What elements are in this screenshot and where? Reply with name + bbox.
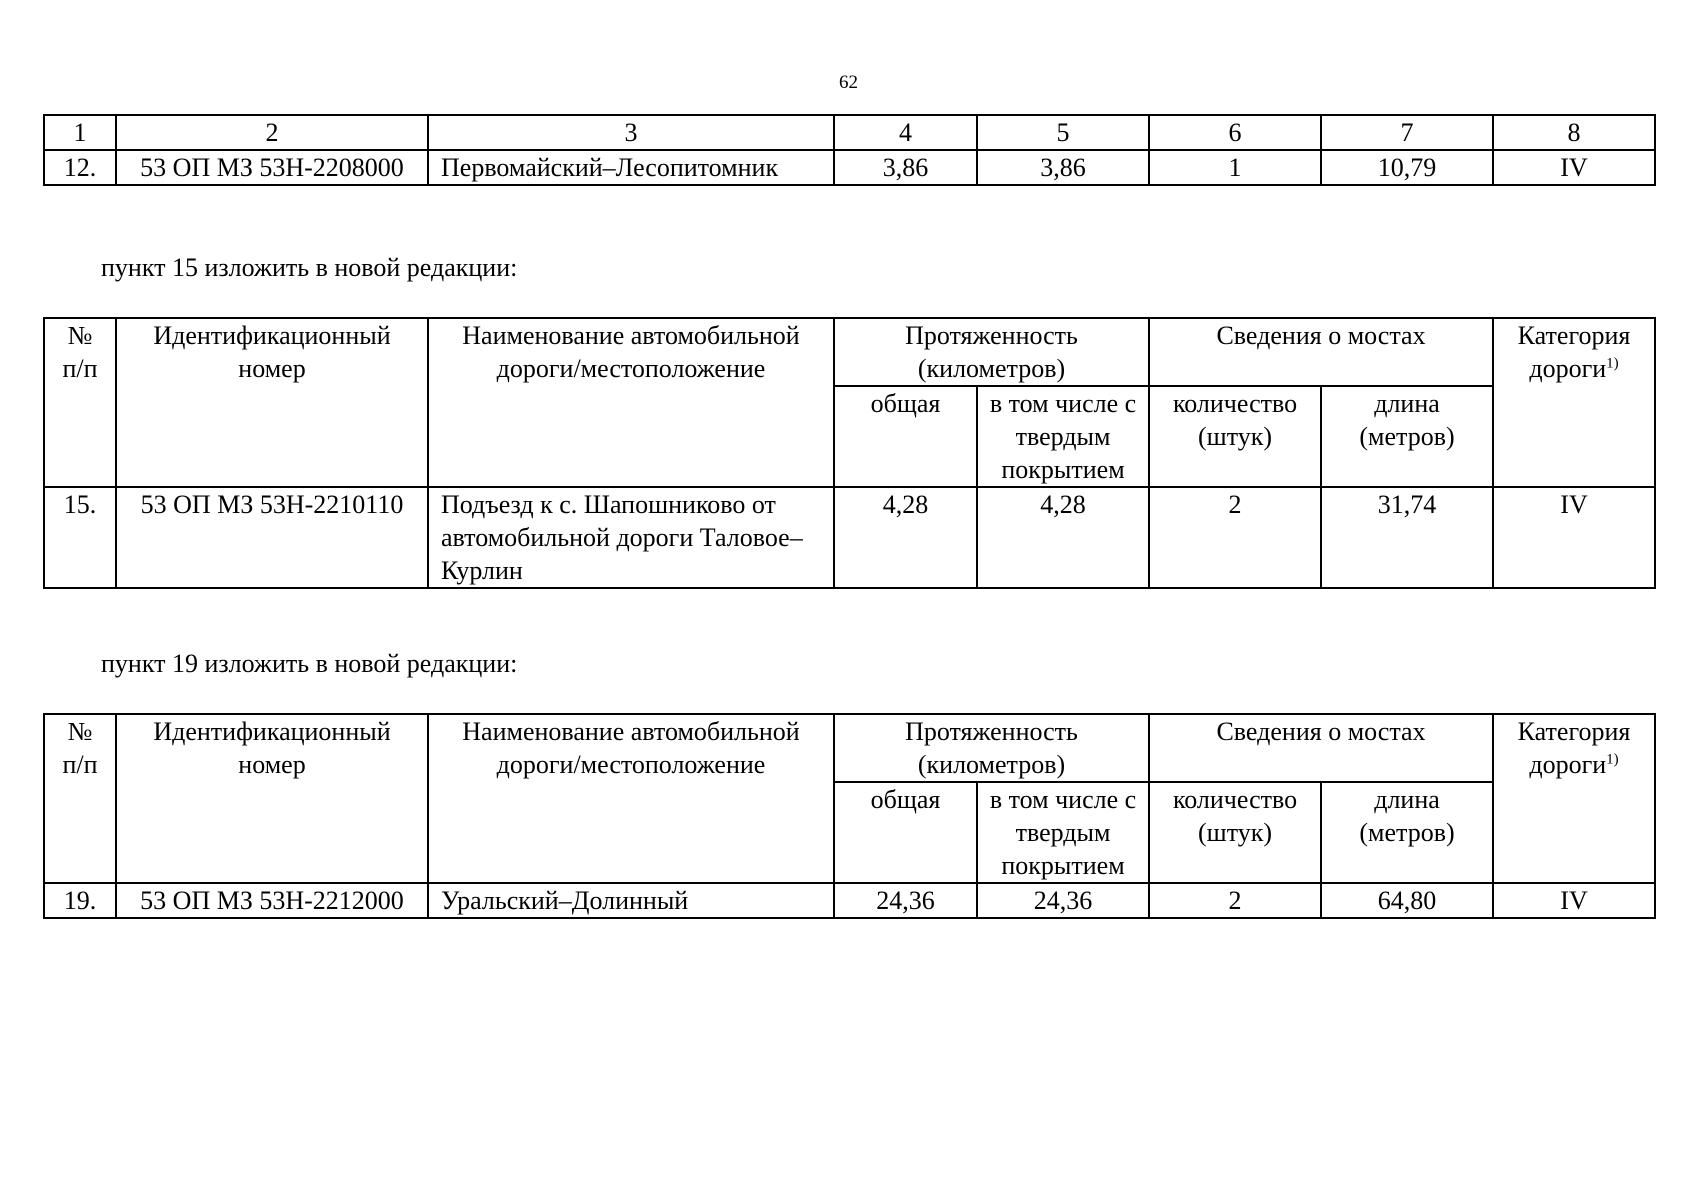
table-row	[44, 883, 1655, 918]
bridges-length: 10,79	[1321, 150, 1493, 185]
road-name: Уральский–Долинный	[428, 883, 834, 918]
instruction-item-15: пункт 15 изложить в новой редакции:	[101, 253, 518, 282]
column-number-4: 4	[834, 115, 977, 150]
header-number-abbr: п/п	[62, 354, 98, 383]
road-name: Подъезд к с. Шапошниково от автомобильной дороги Таловое–Курлин	[428, 487, 834, 588]
footnote-marker: 1)	[1606, 751, 1619, 768]
header-category-label: Категория дороги	[1517, 717, 1631, 779]
column-number-7: 7	[1321, 115, 1493, 150]
header-length-total: общая	[834, 782, 977, 883]
table-row	[44, 487, 1655, 588]
header-length-hard: в том числе с твердым покрытием	[977, 782, 1149, 883]
column-number-row	[44, 115, 1655, 150]
roads-table-item-19	[43, 713, 1656, 919]
header-bridges-length: длина (метров)	[1321, 782, 1493, 883]
row-number: 19.	[44, 883, 116, 918]
header-bridges-count: количество (штук)	[1149, 386, 1321, 487]
length-hard-surface: 24,36	[977, 883, 1149, 918]
header-road-name: Наименование автомобильной дороги/местоположение	[428, 318, 834, 487]
road-name: Первомайский–Лесопитомник	[428, 150, 834, 185]
header-id-number: Идентификационный номер	[116, 318, 428, 487]
header-category-label: Категория дороги	[1517, 321, 1631, 383]
road-id: 53 ОП МЗ 53Н-2210110	[116, 487, 428, 588]
header-category	[1493, 714, 1655, 883]
header-category	[1493, 318, 1655, 487]
header-row	[44, 714, 1655, 782]
bridges-length: 64,80	[1321, 883, 1493, 918]
column-number-2: 2	[116, 115, 428, 150]
bridges-count: 2	[1149, 883, 1321, 918]
header-number	[44, 714, 116, 883]
length-total: 3,86	[834, 150, 977, 185]
length-total: 4,28	[834, 487, 977, 588]
length-total: 24,36	[834, 883, 977, 918]
column-number-3: 3	[428, 115, 834, 150]
row-number: 12.	[44, 150, 116, 185]
column-number-8: 8	[1493, 115, 1655, 150]
road-id: 53 ОП МЗ 53Н-2208000	[116, 150, 428, 185]
instruction-item-19: пункт 19 изложить в новой редакции:	[101, 649, 518, 678]
header-road-name: Наименование автомобильной дороги/местоположение	[428, 714, 834, 883]
table-row	[44, 150, 1655, 185]
roads-table-item-15	[43, 317, 1656, 589]
header-bridges-length: длина (метров)	[1321, 386, 1493, 487]
header-bridges-group: Сведения о мостах	[1149, 318, 1493, 386]
bridges-count: 2	[1149, 487, 1321, 588]
footnote-marker: 1)	[1606, 355, 1619, 372]
header-length-hard: в том числе с твердым покрытием	[977, 386, 1149, 487]
header-id-number: Идентификационный номер	[116, 714, 428, 883]
length-hard-surface: 4,28	[977, 487, 1149, 588]
bridges-length: 31,74	[1321, 487, 1493, 588]
road-category: IV	[1493, 883, 1655, 918]
road-category: IV	[1493, 150, 1655, 185]
header-bridges-group: Сведения о мостах	[1149, 714, 1493, 782]
header-bridges-count: количество (штук)	[1149, 782, 1321, 883]
header-number	[44, 318, 116, 487]
header-number-symbol: №	[67, 321, 93, 350]
row-number: 15.	[44, 487, 116, 588]
column-number-6: 6	[1149, 115, 1321, 150]
header-length-total: общая	[834, 386, 977, 487]
bridges-count: 1	[1149, 150, 1321, 185]
header-length-group: Протяженность (километров)	[834, 318, 1149, 386]
page-number: 62	[839, 72, 858, 93]
header-row	[44, 318, 1655, 386]
length-hard-surface: 3,86	[977, 150, 1149, 185]
header-number-abbr: п/п	[62, 750, 98, 779]
column-number-5: 5	[977, 115, 1149, 150]
roads-table-continuation	[43, 114, 1656, 186]
road-category: IV	[1493, 487, 1655, 588]
road-id: 53 ОП МЗ 53Н-2212000	[116, 883, 428, 918]
header-number-symbol: №	[67, 717, 93, 746]
header-length-group: Протяженность (километров)	[834, 714, 1149, 782]
column-number-1: 1	[44, 115, 116, 150]
